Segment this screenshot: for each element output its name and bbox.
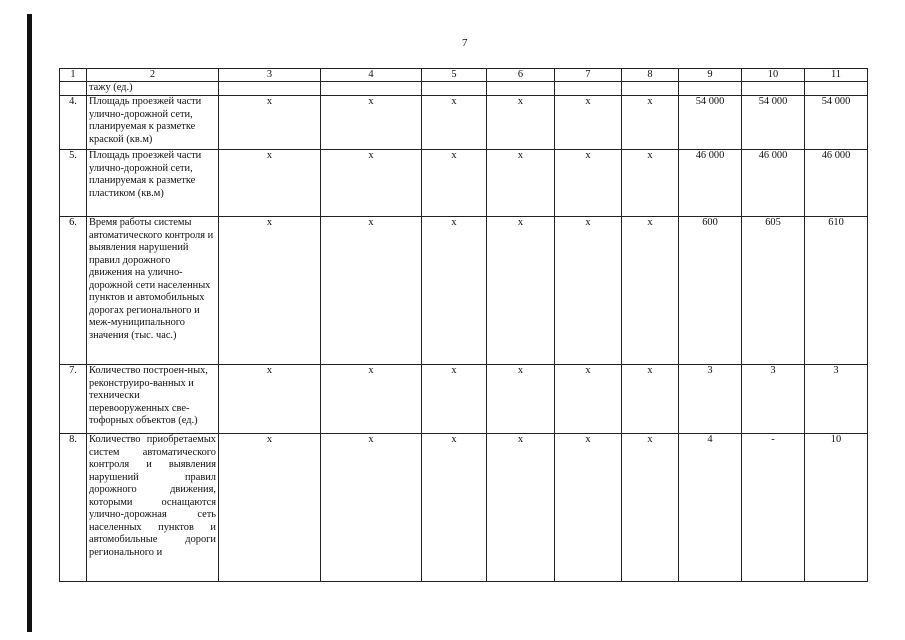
row-label: Площадь проезжей части улично-дорожной сети, планируемая к разметке краской (кв.м) [87, 96, 219, 150]
value-cell: 4 [679, 434, 742, 582]
table-cell: х [622, 96, 679, 150]
value-cell: 46 000 [679, 150, 742, 217]
table-cell: х [422, 150, 487, 217]
value-cell: 3 [805, 365, 868, 434]
table-header-row [60, 69, 868, 82]
value-cell: 600 [679, 217, 742, 365]
table-cell: х [422, 217, 487, 365]
table-cell: х [487, 150, 555, 217]
table-cell [679, 82, 742, 96]
table-cell [321, 82, 422, 96]
table-row [60, 217, 868, 365]
row-label: Количество построен-ных, реконструиро-ванных и технически перевооруженных све-тофорных объектов (ед.) [87, 365, 219, 434]
row-number: 4. [60, 96, 87, 150]
table-cell [487, 82, 555, 96]
table-cell: х [555, 434, 622, 582]
value-cell: 10 [805, 434, 868, 582]
table-row [60, 150, 868, 217]
table-cell: х [321, 150, 422, 217]
table-row-continuation [60, 82, 868, 96]
table-cell [555, 82, 622, 96]
table-cell: х [622, 217, 679, 365]
column-header: 11 [805, 69, 868, 82]
table-cell: х [219, 96, 321, 150]
table-cell: х [555, 150, 622, 217]
table-cell [742, 82, 805, 96]
value-cell: 3 [679, 365, 742, 434]
table-cell: х [321, 434, 422, 582]
row-number: 6. [60, 217, 87, 365]
table-cell: х [422, 365, 487, 434]
table-cell: х [219, 217, 321, 365]
indicators-table [59, 68, 868, 582]
column-header: 7 [555, 69, 622, 82]
table-cell: х [487, 96, 555, 150]
table-cell: х [219, 365, 321, 434]
table-cell: х [219, 434, 321, 582]
column-header: 8 [622, 69, 679, 82]
row-number: 7. [60, 365, 87, 434]
column-header: 10 [742, 69, 805, 82]
column-header: 6 [487, 69, 555, 82]
value-cell: 46 000 [742, 150, 805, 217]
table-row [60, 434, 868, 582]
table-row [60, 365, 868, 434]
table-cell: х [321, 217, 422, 365]
table-cell: х [622, 434, 679, 582]
table-row [60, 96, 868, 150]
table-cell: х [321, 365, 422, 434]
column-header: 2 [87, 69, 219, 82]
table-cell [219, 82, 321, 96]
table-cell: х [321, 96, 422, 150]
row-number-cell [60, 82, 87, 96]
table-cell [805, 82, 868, 96]
table-cell: х [219, 150, 321, 217]
table-cell: х [487, 217, 555, 365]
table-cell: х [487, 365, 555, 434]
column-header: 1 [60, 69, 87, 82]
value-cell: 54 000 [742, 96, 805, 150]
table-cell: х [622, 365, 679, 434]
column-header: 5 [422, 69, 487, 82]
table-cell [622, 82, 679, 96]
column-header: 3 [219, 69, 321, 82]
row-label: Время работы системы автоматического контроля и выявления нарушений правил дорожного движения на улично-дорожной сети населенных пунктов и автомобильных дорогах регионального и меж-муниципального значения (тыс. час.) [87, 217, 219, 365]
value-cell: 605 [742, 217, 805, 365]
table-cell: х [422, 434, 487, 582]
value-cell: 54 000 [679, 96, 742, 150]
table-cell: х [422, 96, 487, 150]
table-cell [422, 82, 487, 96]
page-number: 7 [462, 37, 468, 49]
table-cell: х [555, 96, 622, 150]
row-label: тажу (ед.) [87, 82, 219, 96]
value-cell: 54 000 [805, 96, 868, 150]
table-cell: х [622, 150, 679, 217]
table-cell: х [487, 434, 555, 582]
row-label: Площадь проезжей части улично-дорожной сети, планируемая к разметке пластиком (кв.м) [87, 150, 219, 217]
value-cell: 3 [742, 365, 805, 434]
row-number: 8. [60, 434, 87, 582]
row-number: 5. [60, 150, 87, 217]
value-cell: 46 000 [805, 150, 868, 217]
row-label: Количество приобретаемых систем автоматического контроля и выявления нарушений правил дорожного движения, которыми оснащаются улично-дорожная сеть населенных пунктов и автомобильные дороги регионального и [87, 434, 219, 582]
column-header: 9 [679, 69, 742, 82]
value-cell: - [742, 434, 805, 582]
column-header: 4 [321, 69, 422, 82]
table-cell: х [555, 217, 622, 365]
value-cell: 610 [805, 217, 868, 365]
scan-edge-bar [27, 14, 32, 632]
table-cell: х [555, 365, 622, 434]
